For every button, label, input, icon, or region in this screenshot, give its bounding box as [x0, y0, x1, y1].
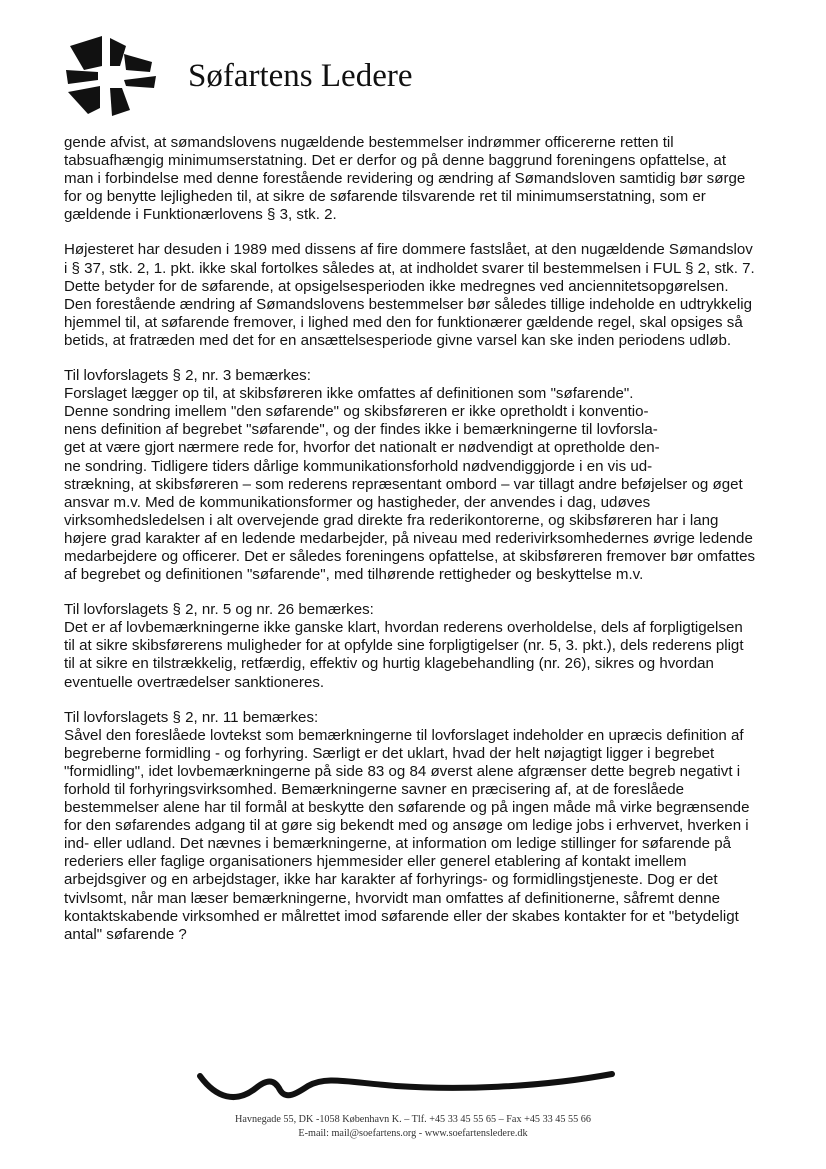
organization-name: Søfartens Ledere — [188, 58, 413, 94]
footer-contact: E-mail: mail@soefartens.org - www.soefartensledere.dk — [298, 1128, 528, 1139]
section-nr3-line: Denne sondring imellem "den søfarende" og skibsføreren er ikke opretholdt i konventio- — [64, 403, 649, 421]
decorative-wave-divider — [196, 1068, 616, 1108]
compass-cross-logo-icon — [60, 36, 160, 116]
letterhead — [60, 36, 660, 116]
section-heading-nr3: Til lovforslagets § 2, nr. 3 bemærkes: — [64, 367, 311, 385]
section-nr3-line: ne sondring. Tidligere tiders dårlige kommunikationsforhold nødvendiggjorde i en vis ud- — [64, 457, 653, 475]
section-nr3-line: strækning, at skibsføreren – som rederens repræsentant ombord – var tillagt andre beføjelser og øget ansvar m.v. Med de kommunikationsformer og hastigheder, der anvendes i dag, udøves virksomhedsledelsen i alt overvejende grad direkte fra rederikontorerne, og skibsføreren har i lang højere grad karakter af en ledende medarbejder, på niveau med rederivirksomhedernes øvrige ledende medarbejdere og officerer. Det er således foreningens opfattelse, at skibsføreren fremover bør omfattes af begrebet og definitionen "søfarende", med tilhørende rettigheder og beskyttelse m.v. — [64, 475, 756, 584]
section-nr3-line: Forslaget lægger op til, at skibsføreren ikke omfattes af definitionen som "søfarende". — [64, 385, 634, 403]
letter-body — [64, 134, 756, 961]
paragraph-minimum-compensation: gende afvist, at sømandslovens nugældende bestemmelser indrømmer officererne retten til tabsuafhængig minimumserstatning. Det er derfor og på denne baggrund foreningens opfattelse, at man i forbindelse med denne forestående revidering og ændring af Sømandsloven samtidig bør sørge for og benytte lejligheden til, at sikre de søfarende tilsvarende ret til minimumserstatning, som er gældende i Funktionærlovens § 3, stk. 2. — [64, 134, 746, 224]
section-nr3-line: get at være gjort nærmere rede for, hvorfor det nationalt er nødvendigt at opretholde den- — [64, 439, 660, 457]
footer-address: Havnegade 55, DK -1058 København K. – Tlf. +45 33 45 55 65 – Fax +45 33 45 55 66 — [235, 1114, 591, 1125]
section-nr5-26-text: Det er af lovbemærkningerne ikke ganske klart, hvordan rederens overholdelse, dels af forpligtigelsen til at sikre skibsførerens muligheder for at opfylde sine forpligtigelser (nr. 5, 3. pkt.), dels rederens pligt til at sikre en tilstrækkelig, retfærdig, effektiv og hurtig klagebehandling (nr. 26), sikres og hvordan eventuelle overtrædelser sanktioneres. — [64, 619, 744, 691]
section-nr3-line: nens definition af begrebet "søfarende", og der findes ikke i bemærkningerne til lovforsla- — [64, 421, 658, 439]
section-heading-nr5-26: Til lovforslagets § 2, nr. 5 og nr. 26 bemærkes: — [64, 601, 374, 619]
letter-footer — [0, 1113, 826, 1141]
section-nr11-text: Såvel den foreslåede lovtekst som bemærkningerne til lovforslaget indeholder en upræcis definition af begreberne formidling - og forhyring. Særligt er det uklart, hvad der helt nøjagtigt ligger i begrebet "formidling", idet lovbemærkningerne på side 83 og 84 øverst alene afgrænser dette begreb negativt i forhold til forhyringsvirksomhed. Bemærkningerne savner en præcisering af, at de foreslåede bestemmelser alene har til formål at beskytte den søfarende og på ingen måde må virke begrænsende for den søfarendes adgang til at gøre sig bekendt med og ansøge om ledige jobs i erhvervet, hverken i ind- eller udland. Det nævnes i bemærkningerne, at information om ledige stillinger for søfarende på rederiers eller faglige organisationers hjemmesider eller generel etablering af kontakt imellem arbejdsgiver og en arbejdstager, ikke har karakter af forhyrings- og formidlingstjeneste. Dog er det tvivlsomt, når man læser bemærkningerne, hvorvidt man omfattes af definitionerne, såfremt denne kontaktskabende virksomhed er målrettet imod søfarende eller der skabes kontakter for et "betydeligt antal" søfarende ? — [64, 726, 750, 943]
paragraph-supreme-court: Højesteret har desuden i 1989 med dissens af fire dommere fastslået, at den nugældende Sømandslov i § 37, stk. 2, 1. pkt. ikke skal fortolkes således at, at indholdet svarer til bestemmelsen i FUL § 2, stk. 7. Dette betyder for de søfarende, at opsigelsesperioden ikke medregnes ved anciennitetsopgørelsen. Den forestående ændring af Sømandslovens bestemmelser bør således tillige indeholde en udtrykkelig hjemmel til, at søfarende fremover, i lighed med den for funktionærer gældende regel, skal opsiges så betids, at fratræden med det for en ansættelsesperiode givne varsel kan ske inden periodens udløb. — [64, 241, 755, 349]
section-heading-nr11: Til lovforslagets § 2, nr. 11 bemærkes: — [64, 708, 319, 726]
